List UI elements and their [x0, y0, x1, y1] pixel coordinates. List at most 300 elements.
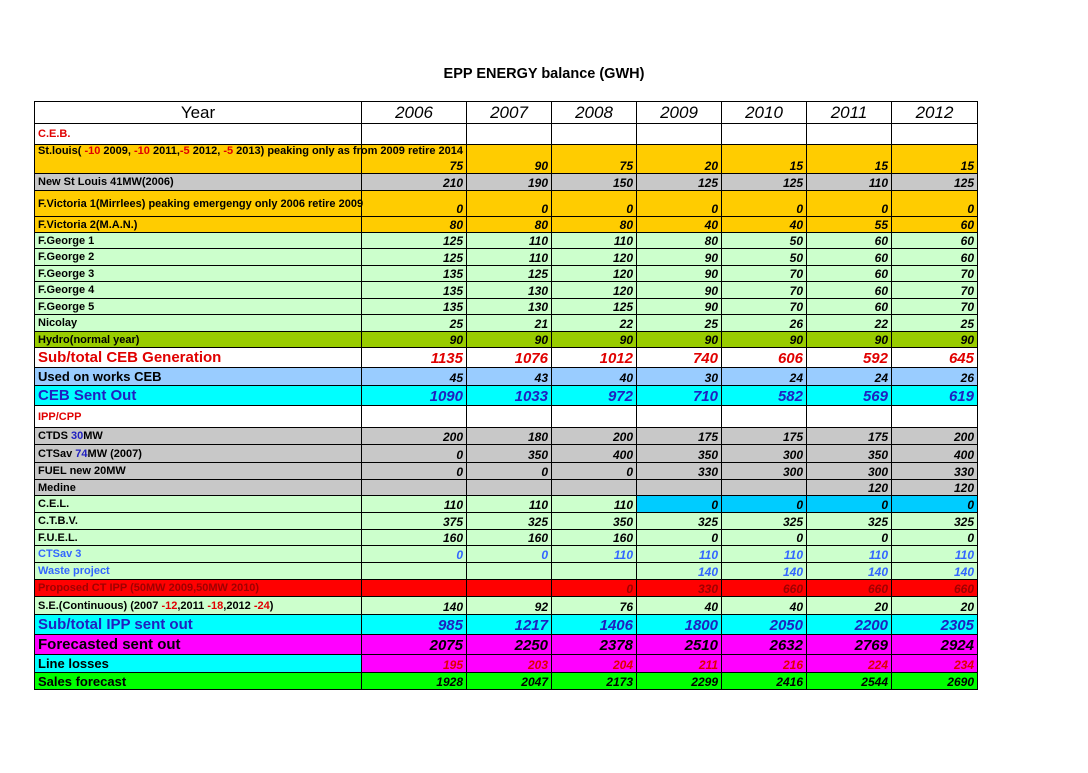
- value-cell: 0: [892, 530, 978, 546]
- value-cell: 645: [892, 348, 978, 368]
- value-cell: 350: [552, 513, 637, 530]
- value-cell: 0: [722, 496, 807, 513]
- table-row: [35, 563, 978, 580]
- value-cell: [722, 480, 807, 496]
- table-row: [35, 102, 978, 124]
- value-cell: 120: [552, 266, 637, 282]
- value-cell: 120: [552, 249, 637, 266]
- empty-cell: [807, 124, 892, 145]
- empty-cell: [722, 124, 807, 145]
- value-cell: 210: [362, 174, 467, 191]
- value-cell: 0: [362, 191, 467, 217]
- value-cell: 325: [892, 513, 978, 530]
- value-cell: 175: [807, 428, 892, 445]
- value-cell: 130: [467, 282, 552, 299]
- value-cell: 2305: [892, 615, 978, 635]
- value-cell: 125: [637, 174, 722, 191]
- empty-cell: [552, 124, 637, 145]
- value-cell: 22: [807, 315, 892, 332]
- value-cell: 200: [552, 428, 637, 445]
- value-cell: 60: [807, 233, 892, 249]
- value-cell: 90: [637, 249, 722, 266]
- value-cell: 200: [362, 428, 467, 445]
- value-cell: 0: [552, 191, 637, 217]
- table-row: [35, 428, 978, 445]
- value-cell: 20: [892, 597, 978, 615]
- row-label-fgeorge3: F.George 3: [35, 266, 362, 282]
- row-label-fuel: F.U.E.L.: [35, 530, 362, 546]
- row-label-part: 74: [75, 447, 88, 460]
- value-cell: 15: [892, 145, 978, 174]
- value-cell: 90: [807, 332, 892, 348]
- value-cell: 350: [807, 445, 892, 463]
- value-cell: 972: [552, 386, 637, 406]
- value-cell: 2769: [807, 635, 892, 655]
- value-cell: 582: [722, 386, 807, 406]
- row-label-ctsav3: CTSav 3: [35, 546, 362, 563]
- table-row: [35, 368, 978, 386]
- value-cell: 90: [892, 332, 978, 348]
- value-cell: 60: [807, 266, 892, 282]
- value-cell: 20: [807, 597, 892, 615]
- value-cell: 40: [722, 217, 807, 233]
- row-label-waste: Waste project: [35, 563, 362, 580]
- value-cell: 0: [892, 191, 978, 217]
- table-row: [35, 597, 978, 615]
- row-label-fvictoria1: F.Victoria 1(Mirrlees) peaking emergengy only 2006 retire 2009: [35, 191, 362, 217]
- value-cell: 43: [467, 368, 552, 386]
- table-row: [35, 673, 978, 690]
- value-cell: 2544: [807, 673, 892, 690]
- value-cell: 1406: [552, 615, 637, 635]
- row-label-part: ,2012: [223, 599, 254, 612]
- value-cell: 110: [552, 496, 637, 513]
- value-cell: 2075: [362, 635, 467, 655]
- value-cell: 330: [892, 463, 978, 480]
- row-label-part: -10: [134, 145, 150, 157]
- value-cell: 0: [467, 463, 552, 480]
- value-cell: 606: [722, 348, 807, 368]
- value-cell: 140: [362, 597, 467, 615]
- table-row: [35, 445, 978, 463]
- value-cell: 110: [807, 174, 892, 191]
- value-cell: 180: [467, 428, 552, 445]
- value-cell: 330: [637, 580, 722, 597]
- value-cell: 125: [722, 174, 807, 191]
- table-row: [35, 233, 978, 249]
- value-cell: 80: [637, 233, 722, 249]
- row-label-medine: Medine: [35, 480, 362, 496]
- value-cell: [552, 480, 637, 496]
- value-cell: 375: [362, 513, 467, 530]
- value-cell: 140: [807, 563, 892, 580]
- year-header-cell: 2006: [362, 102, 467, 124]
- value-cell: 0: [552, 580, 637, 597]
- row-label-subipp: Sub/total IPP sent out: [35, 615, 362, 635]
- value-cell: 55: [807, 217, 892, 233]
- row-label-part: 2013) peaking only as from 2009 retire 2014: [233, 145, 463, 157]
- value-cell: 2632: [722, 635, 807, 655]
- value-cell: 40: [637, 217, 722, 233]
- table-row: [35, 386, 978, 406]
- year-header-cell: 2010: [722, 102, 807, 124]
- row-label-part: 2009,: [100, 145, 134, 157]
- value-cell: 2378: [552, 635, 637, 655]
- value-cell: 75: [552, 145, 637, 174]
- value-cell: 216: [722, 655, 807, 673]
- row-label-part: St.louis(: [38, 145, 85, 157]
- value-cell: 125: [362, 249, 467, 266]
- table-row: [35, 615, 978, 635]
- value-cell: 110: [552, 546, 637, 563]
- row-label-ctsav: [35, 445, 362, 463]
- empty-cell: [892, 406, 978, 428]
- value-cell: 325: [807, 513, 892, 530]
- value-cell: 90: [362, 332, 467, 348]
- value-cell: 325: [467, 513, 552, 530]
- value-cell: 160: [552, 530, 637, 546]
- value-cell: 70: [722, 282, 807, 299]
- table-row: [35, 266, 978, 282]
- value-cell: 90: [467, 332, 552, 348]
- value-cell: 26: [722, 315, 807, 332]
- value-cell: 125: [467, 266, 552, 282]
- value-cell: 224: [807, 655, 892, 673]
- value-cell: 50: [722, 233, 807, 249]
- value-cell: 90: [637, 332, 722, 348]
- value-cell: 325: [722, 513, 807, 530]
- empty-cell: [637, 124, 722, 145]
- value-cell: 90: [722, 332, 807, 348]
- value-cell: 70: [892, 299, 978, 315]
- value-cell: 120: [892, 480, 978, 496]
- row-label-part: -10: [84, 145, 101, 157]
- empty-cell: [637, 406, 722, 428]
- value-cell: [467, 480, 552, 496]
- row-label-sales: Sales forecast: [35, 673, 362, 690]
- value-cell: 92: [467, 597, 552, 615]
- value-cell: 70: [722, 299, 807, 315]
- year-header-label: Year: [35, 102, 362, 124]
- value-cell: 0: [722, 530, 807, 546]
- value-cell: 24: [722, 368, 807, 386]
- value-cell: 740: [637, 348, 722, 368]
- value-cell: 175: [722, 428, 807, 445]
- value-cell: 660: [722, 580, 807, 597]
- row-label-secont: [35, 597, 362, 615]
- value-cell: 60: [807, 249, 892, 266]
- value-cell: 300: [722, 463, 807, 480]
- value-cell: 90: [637, 282, 722, 299]
- value-cell: 110: [467, 249, 552, 266]
- value-cell: 1076: [467, 348, 552, 368]
- value-cell: 350: [467, 445, 552, 463]
- section-heading-ceb: C.E.B.: [35, 124, 362, 145]
- year-header-cell: 2007: [467, 102, 552, 124]
- row-label-cel: C.E.L.: [35, 496, 362, 513]
- table-row: [35, 249, 978, 266]
- row-label-linelosses: Line losses: [35, 655, 362, 673]
- value-cell: [362, 563, 467, 580]
- value-cell: 15: [807, 145, 892, 174]
- value-cell: 175: [637, 428, 722, 445]
- value-cell: 110: [362, 496, 467, 513]
- row-label-cebsent: CEB Sent Out: [35, 386, 362, 406]
- value-cell: 110: [807, 546, 892, 563]
- row-label-fuelnew: FUEL new 20MW: [35, 463, 362, 480]
- value-cell: 21: [467, 315, 552, 332]
- value-cell: 30: [637, 368, 722, 386]
- value-cell: 0: [637, 530, 722, 546]
- value-cell: 90: [637, 266, 722, 282]
- year-header-cell: 2009: [637, 102, 722, 124]
- value-cell: 135: [362, 282, 467, 299]
- value-cell: 75: [362, 145, 467, 174]
- row-label-part: ): [269, 599, 274, 612]
- value-cell: [467, 580, 552, 597]
- value-cell: 110: [467, 496, 552, 513]
- value-cell: 400: [892, 445, 978, 463]
- table-row: [35, 513, 978, 530]
- row-label-fgeorge2: F.George 2: [35, 249, 362, 266]
- table-row: [35, 348, 978, 368]
- value-cell: 24: [807, 368, 892, 386]
- page-title: EPP ENERGY balance (GWH): [443, 66, 645, 82]
- table-row: [35, 480, 978, 496]
- value-cell: 300: [722, 445, 807, 463]
- value-cell: 60: [807, 299, 892, 315]
- value-cell: 160: [362, 530, 467, 546]
- value-cell: 204: [552, 655, 637, 673]
- value-cell: 2924: [892, 635, 978, 655]
- value-cell: 110: [892, 546, 978, 563]
- value-cell: 0: [637, 496, 722, 513]
- value-cell: 300: [807, 463, 892, 480]
- value-cell: 130: [467, 299, 552, 315]
- value-cell: 592: [807, 348, 892, 368]
- value-cell: 2050: [722, 615, 807, 635]
- value-cell: 2416: [722, 673, 807, 690]
- row-label-part: -12: [161, 599, 178, 612]
- value-cell: 22: [552, 315, 637, 332]
- value-cell: 110: [552, 233, 637, 249]
- value-cell: 90: [552, 332, 637, 348]
- value-cell: 80: [362, 217, 467, 233]
- value-cell: 140: [637, 563, 722, 580]
- row-label-hydro: Hydro(normal year): [35, 332, 362, 348]
- value-cell: 140: [722, 563, 807, 580]
- row-label-nicolay: Nicolay: [35, 315, 362, 332]
- value-cell: 0: [362, 445, 467, 463]
- row-label-proposed: Proposed CT IPP (50MW 2009,50MW 2010): [35, 580, 362, 597]
- table-row: [35, 191, 978, 217]
- table-row: [35, 174, 978, 191]
- value-cell: 40: [722, 597, 807, 615]
- table-row: [35, 496, 978, 513]
- value-cell: 125: [892, 174, 978, 191]
- row-label-part: -24: [253, 599, 270, 612]
- value-cell: 45: [362, 368, 467, 386]
- value-cell: 80: [552, 217, 637, 233]
- value-cell: 110: [722, 546, 807, 563]
- value-cell: 1928: [362, 673, 467, 690]
- table-row: [35, 580, 978, 597]
- value-cell: 0: [807, 530, 892, 546]
- value-cell: 40: [637, 597, 722, 615]
- value-cell: 2510: [637, 635, 722, 655]
- row-label-part: ,2011: [177, 599, 208, 612]
- value-cell: 0: [552, 463, 637, 480]
- empty-cell: [362, 406, 467, 428]
- value-cell: [362, 480, 467, 496]
- value-cell: 160: [467, 530, 552, 546]
- row-label-part: S.E.(Continuous) (2007: [38, 599, 162, 612]
- value-cell: 660: [807, 580, 892, 597]
- value-cell: 660: [892, 580, 978, 597]
- value-cell: 0: [637, 191, 722, 217]
- row-label-part: 2011,: [149, 145, 180, 157]
- value-cell: 0: [807, 496, 892, 513]
- table-row: [35, 406, 978, 428]
- value-cell: 26: [892, 368, 978, 386]
- row-label-fvictoria2: F.Victoria 2(M.A.N.): [35, 217, 362, 233]
- value-cell: 0: [722, 191, 807, 217]
- row-label-newstlouis: New St Louis 41MW(2006): [35, 174, 362, 191]
- value-cell: 135: [362, 266, 467, 282]
- table-row: [35, 282, 978, 299]
- value-cell: 125: [362, 233, 467, 249]
- value-cell: 234: [892, 655, 978, 673]
- table-row: [35, 217, 978, 233]
- row-label-part: CTDS: [38, 430, 71, 442]
- row-label-subceb: Sub/total CEB Generation: [35, 348, 362, 368]
- empty-cell: [722, 406, 807, 428]
- value-cell: 15: [722, 145, 807, 174]
- value-cell: 330: [637, 463, 722, 480]
- value-cell: 90: [467, 145, 552, 174]
- row-label-part: MW (2007): [87, 447, 142, 460]
- value-cell: 60: [892, 233, 978, 249]
- value-cell: [467, 563, 552, 580]
- value-cell: 1033: [467, 386, 552, 406]
- row-label-forecast: Forecasted sent out: [35, 635, 362, 655]
- value-cell: 2690: [892, 673, 978, 690]
- row-label-ctds: [35, 428, 362, 445]
- value-cell: 710: [637, 386, 722, 406]
- value-cell: 70: [892, 282, 978, 299]
- table-row: [35, 299, 978, 315]
- value-cell: 0: [467, 546, 552, 563]
- value-cell: 70: [722, 266, 807, 282]
- value-cell: 325: [637, 513, 722, 530]
- value-cell: 0: [362, 546, 467, 563]
- value-cell: 190: [467, 174, 552, 191]
- empty-cell: [892, 124, 978, 145]
- value-cell: 50: [722, 249, 807, 266]
- value-cell: 90: [637, 299, 722, 315]
- empty-cell: [552, 406, 637, 428]
- table-row: [35, 546, 978, 563]
- value-cell: 25: [637, 315, 722, 332]
- value-cell: 1012: [552, 348, 637, 368]
- value-cell: [637, 480, 722, 496]
- value-cell: 0: [467, 191, 552, 217]
- value-cell: 120: [807, 480, 892, 496]
- value-cell: [552, 563, 637, 580]
- value-cell: 211: [637, 655, 722, 673]
- value-cell: 40: [552, 368, 637, 386]
- row-label-part: CTSav: [38, 447, 76, 460]
- value-cell: 2173: [552, 673, 637, 690]
- value-cell: 110: [467, 233, 552, 249]
- table-row: [35, 530, 978, 546]
- value-cell: 2200: [807, 615, 892, 635]
- value-cell: 2299: [637, 673, 722, 690]
- value-cell: 1800: [637, 615, 722, 635]
- value-cell: 150: [552, 174, 637, 191]
- row-label-fgeorge4: F.George 4: [35, 282, 362, 299]
- row-label-fgeorge1: F.George 1: [35, 233, 362, 249]
- value-cell: 125: [552, 299, 637, 315]
- row-label-part: -5: [223, 145, 234, 157]
- row-label-part: -18: [207, 599, 224, 612]
- value-cell: 619: [892, 386, 978, 406]
- value-cell: 350: [637, 445, 722, 463]
- value-cell: 0: [892, 496, 978, 513]
- table-row: [35, 124, 978, 145]
- row-label-part: 30: [71, 430, 84, 442]
- value-cell: 120: [552, 282, 637, 299]
- value-cell: 2047: [467, 673, 552, 690]
- empty-cell: [362, 124, 467, 145]
- value-cell: 0: [362, 463, 467, 480]
- value-cell: 1135: [362, 348, 467, 368]
- value-cell: 200: [892, 428, 978, 445]
- empty-cell: [467, 124, 552, 145]
- row-label-part: 2012,: [189, 145, 224, 157]
- value-cell: 110: [637, 546, 722, 563]
- value-cell: 1090: [362, 386, 467, 406]
- row-label-ctbv: C.T.B.V.: [35, 513, 362, 530]
- value-cell: 60: [807, 282, 892, 299]
- table-row: [35, 655, 978, 673]
- table-row: [35, 315, 978, 332]
- value-cell: 20: [637, 145, 722, 174]
- row-label-fgeorge5: F.George 5: [35, 299, 362, 315]
- section-heading-ipp: IPP/CPP: [35, 406, 362, 428]
- value-cell: 25: [892, 315, 978, 332]
- value-cell: 60: [892, 249, 978, 266]
- value-cell: 140: [892, 563, 978, 580]
- year-header-cell: 2012: [892, 102, 978, 124]
- row-label-part: MW: [83, 430, 103, 442]
- value-cell: 25: [362, 315, 467, 332]
- table-row: [35, 635, 978, 655]
- empty-cell: [807, 406, 892, 428]
- table-row: [35, 332, 978, 348]
- value-cell: 135: [362, 299, 467, 315]
- value-cell: 76: [552, 597, 637, 615]
- value-cell: 400: [552, 445, 637, 463]
- value-cell: 80: [467, 217, 552, 233]
- value-cell: 985: [362, 615, 467, 635]
- value-cell: [362, 580, 467, 597]
- year-header-cell: 2008: [552, 102, 637, 124]
- table-row: [35, 463, 978, 480]
- row-label-part: -5: [179, 145, 190, 157]
- value-cell: 70: [892, 266, 978, 282]
- table-row: [35, 145, 978, 174]
